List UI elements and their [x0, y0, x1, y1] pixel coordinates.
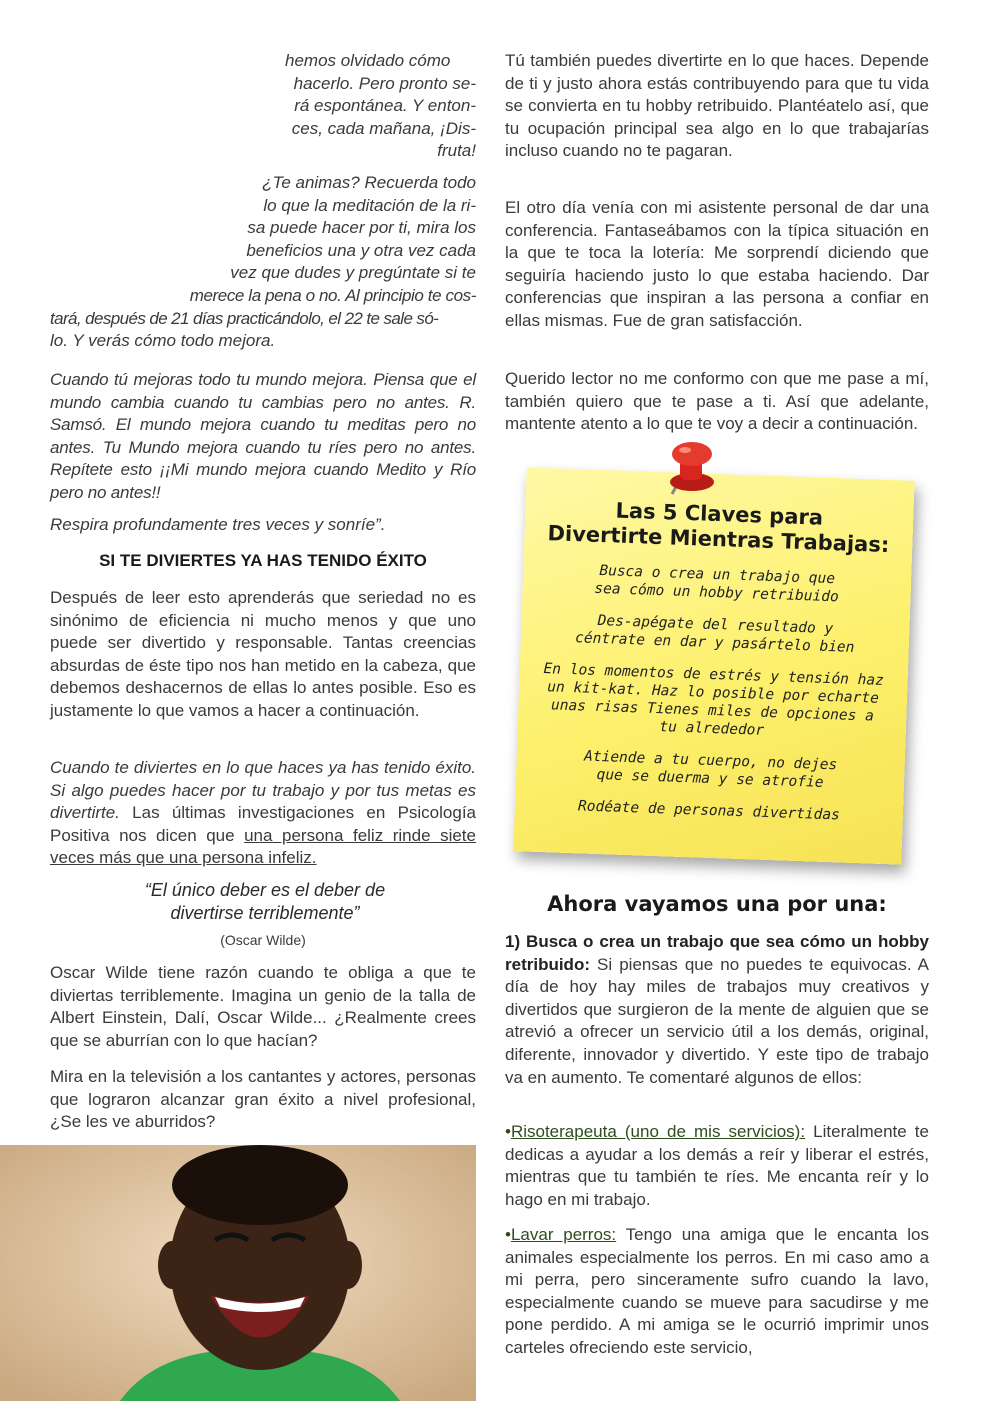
note-item: Busca o crea un trabajo que sea cómo un hobby retribuido — [594, 562, 839, 606]
intro-line: fruta! — [437, 141, 476, 161]
lavar-perros-text: Tengo una amiga que le encanta los animales especialmente los perros. En mi caso amo a mi perra, pero sinceramente sufro cuando la lavo, especialmente cuando se mueve para sacudirse y me pone perdido. A mi amiga se le ocurrió imprimir unos carteles ofreciendo este servicio, — [505, 1225, 929, 1357]
quote-author: (Oscar Wilde) — [220, 932, 306, 948]
respira-paragraph: Respira profundamente tres veces y sonríe”. — [50, 515, 386, 534]
note-item: Rodéate de personas divertidas — [577, 798, 841, 824]
note-item: En los momentos de estrés y tensión haz un kit-kat. Haz lo posible por echarte unas risas Tienes miles de opciones a tu alrededor — [543, 661, 885, 739]
item1-paragraph — [505, 931, 929, 1089]
wilde-paragraph: Oscar Wilde tiene razón cuando te obliga a que te diviertas terriblemente. Imagina un genio de la talla de Albert Einstein, Dalí, Oscar Wilde... ¿Realmente crees que se aburrían con lo que hacían? — [50, 963, 476, 1050]
recuerda-line: vez que dudes y pregúntate si te — [230, 263, 476, 283]
intro-line: rá espontánea. Y enton- — [294, 96, 476, 116]
risoterapeuta-link[interactable]: Risoterapeuta (uno de mis servicios): — [510, 1122, 806, 1141]
intro-line: ces, cada mañana, ¡Dis- — [291, 118, 476, 138]
right-heading: Ahora vayamos una por una: — [547, 892, 887, 916]
laughing-boy-photo — [0, 1145, 476, 1401]
bullet: • — [505, 1122, 511, 1141]
note-item: Des-apégate del resultado y céntrate en dar y pasártelo bien — [574, 612, 855, 656]
right-paragraph-2: El otro día venía con mi asistente personal de dar una conferencia. Fantaseábamos con la típica situación en la que te toca la lotería: Me sorprendí diciendo que seguiría haciendo justo lo que estaba haciendo. Dar conferencias que inspiran a las persona a confiar en ellas mismas. Fue de gran satisfacción. — [505, 198, 929, 330]
recuerda-line: lo. Y verás cómo todo mejora. — [50, 331, 276, 351]
recuerda-line: beneficios una y otra vez cada — [246, 240, 476, 260]
despues-paragraph: Después de leer esto aprenderás que seriedad no es sinónimo de eficiencia ni mucho menos y que uno puede ser divertido y responsable. Tantas creencias absurdas de éste tipo nos han metido en la cabeza, que debemos deshacernos de ellas lo antes posible. Eso es justamente lo que vamos a hacer a continuación. — [50, 588, 476, 720]
recuerda-line: ¿Te animas? Recuerda todo — [262, 173, 476, 192]
recuerda-line: lo que la meditación de la ri- — [263, 195, 476, 215]
right-paragraph-3: Querido lector no me conformo con que me pase a mí, también quiero que te pase a ti. Así que adelante, mantente atento a lo que te voy a decir a continuación. — [505, 369, 929, 434]
recuerda-line: merece la pena o no. Al principio te cos- — [189, 285, 476, 305]
right-paragraph-1: Tú también puedes divertirte en lo que haces. Depende de ti y justo ahora estás contribuyendo para que tu vida se convierta en tu hobby retribuido. Plantéatelo así, que tu ocupación principal sea algo en lo que trabajarías incluso cuando no te pagaran. — [505, 51, 929, 161]
risoterapeuta-paragraph — [505, 1121, 929, 1211]
bullet: • — [505, 1225, 511, 1244]
exito-plain: Las últimas investigaciones en Psicología Positiva nos dicen que — [50, 803, 476, 845]
lavar-perros-paragraph — [505, 1224, 929, 1360]
exito-underline: una persona feliz rinde siete veces más que una persona infeliz. — [50, 825, 476, 868]
item1-text: Si piensas que no puedes te equivocas. A día de hoy hay miles de trabajos muy creativos y divertidos que surgieron de la mente de alguien que se atrevió a ofrecer un servicio útil a los demás, original, diferente, innovador y divertido. Y este tipo de trabajo va en aumento. Te comentaré algunos de ellos: — [505, 954, 929, 1087]
lavar-perros-link[interactable]: Lavar perros: — [510, 1225, 617, 1244]
exito-paragraph — [50, 757, 476, 870]
tele-paragraph: Mira en la televisión a los cantantes y actores, personas que lograron alcanzar gran éxito a nivel profesional, ¿Se les ve aburridos? — [50, 1067, 476, 1132]
intro-line: hemos olvidado cómo — [285, 51, 451, 70]
section-heading: SI TE DIVIERTES YA HAS TENIDO ÉXITO — [99, 551, 427, 570]
risoterapeuta-text: Literalmente te dedicas a ayudar a los demás a reír y liberar el estrés, mientras que tu también te ríes. Me encanta reír y lo hago en mi trabajo. — [505, 1122, 929, 1209]
pushpin-icon — [652, 436, 732, 506]
intro-line: hacerlo. Pero pronto se- — [293, 73, 476, 93]
recuerda-line: tará, después de 21 días practicándolo, el 22 te sale só- — [50, 308, 439, 328]
sticky-note — [513, 467, 914, 864]
exito-italic: Cuando te diviertes en lo que haces ya has tenido éxito. Si algo puedes hacer por tu trabajo y por tus metas es divertirte. — [50, 758, 476, 823]
intro-text — [285, 50, 476, 163]
note-title-line-1: Las 5 Claves para — [615, 498, 824, 530]
note-title-line-2: Divertirte Mientras Trabajas: — [547, 521, 890, 558]
note-item: Atiende a tu cuerpo, no dejes que se duerma y se atrofie — [583, 748, 838, 791]
item1-heading: 1) Busca o crea un trabajo que sea cómo un hobby retribuido: — [505, 932, 929, 974]
recuerda-text — [50, 172, 476, 353]
recuerda-line: sa puede hacer por ti, mira los — [247, 218, 476, 238]
wilde-quote: “El único deber es el deber de divertirse terriblemente” — [144, 880, 386, 923]
mejoras-paragraph: Cuando tú mejoras todo tu mundo mejora. Piensa que el mundo cambia cuando tu cambias pero no antes. R. Samsó. El mundo mejora cuando tu meditas pero no antes. Tu Mundo mejora cuando tu ríes pero no antes. Repítete esto ¡¡Mi mundo mejora cuando Medito y Río pero no antes!! — [50, 370, 476, 502]
